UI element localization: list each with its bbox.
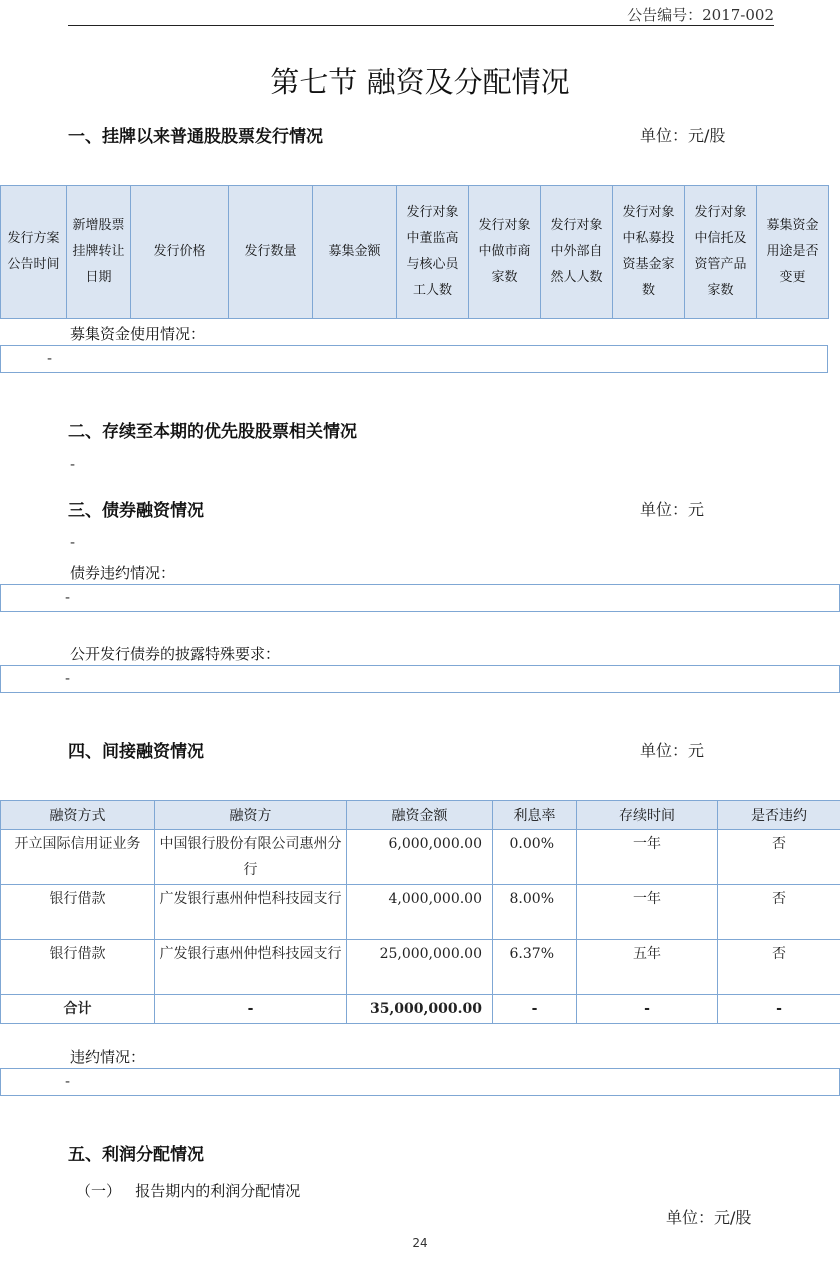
section5-title: 五、利润分配情况 bbox=[68, 1145, 204, 1165]
section2-value: - bbox=[70, 457, 76, 473]
header-cell: 发行对象中信托及资管产品家数 bbox=[685, 186, 757, 319]
cell-amount: 25,000,000.00 bbox=[347, 940, 493, 995]
stock-issuance-table bbox=[0, 185, 829, 319]
header-cell: 募集资金用途是否变更 bbox=[757, 186, 829, 319]
section3-title: 三、债券融资情况 bbox=[68, 501, 204, 521]
header-cell: 融资方式 bbox=[1, 801, 155, 830]
header-cell: 发行价格 bbox=[131, 186, 229, 319]
header-cell: 发行数量 bbox=[229, 186, 313, 319]
cell-rate: 8.00% bbox=[493, 885, 577, 940]
header-cell: 融资金额 bbox=[347, 801, 493, 830]
cell-duration: 一年 bbox=[577, 885, 718, 940]
cell-lender: 广发银行惠州仲恺科技园支行 bbox=[155, 885, 347, 940]
section2-title: 二、存续至本期的优先股股票相关情况 bbox=[68, 422, 357, 442]
page-number: 24 bbox=[412, 1236, 428, 1250]
table-total-row bbox=[1, 995, 840, 1024]
cell-default: 否 bbox=[718, 830, 840, 885]
header-cell: 利息率 bbox=[493, 801, 577, 830]
page-title: 第七节 融资及分配情况 bbox=[270, 65, 570, 99]
table-row bbox=[1, 885, 840, 940]
bond-default-value: - bbox=[65, 590, 71, 606]
section4-unit: 单位：元 bbox=[640, 741, 705, 760]
section1-title: 一、挂牌以来普通股股票发行情况 bbox=[68, 127, 323, 147]
table-row bbox=[1, 830, 840, 885]
bond-disclosure-label: 公开发行债券的披露特殊要求： bbox=[70, 645, 281, 663]
cell-amount: 6,000,000.00 bbox=[347, 830, 493, 885]
cell-lender: 中国银行股份有限公司惠州分行 bbox=[155, 830, 347, 885]
total-rate: - bbox=[493, 995, 577, 1024]
bond-default-label: 债券违约情况： bbox=[70, 564, 176, 582]
cell-method: 银行借款 bbox=[1, 885, 155, 940]
table-row bbox=[1, 940, 840, 995]
bond-disclosure-value: - bbox=[65, 671, 71, 687]
table-header-row bbox=[1, 801, 840, 830]
total-default: - bbox=[718, 995, 840, 1024]
section5-subtitle: （一） 报告期内的利润分配情况 bbox=[76, 1182, 301, 1200]
header-cell: 发行对象中私募投资基金家数 bbox=[613, 186, 685, 319]
loan-default-box bbox=[0, 1068, 840, 1096]
section4-title: 四、间接融资情况 bbox=[68, 742, 204, 762]
loan-default-value: - bbox=[65, 1074, 71, 1090]
fund-usage-box bbox=[0, 345, 828, 373]
header-cell: 是否违约 bbox=[718, 801, 840, 830]
total-label: 合计 bbox=[1, 995, 155, 1024]
announcement-code: 公告编号：2017-002 bbox=[627, 6, 774, 24]
indirect-financing-table bbox=[0, 800, 840, 1024]
header-cell: 存续时间 bbox=[577, 801, 718, 830]
header-cell: 发行对象中做市商家数 bbox=[469, 186, 541, 319]
section1-unit: 单位：元/股 bbox=[640, 126, 726, 145]
total-lender: - bbox=[155, 995, 347, 1024]
cell-lender: 广发银行惠州仲恺科技园支行 bbox=[155, 940, 347, 995]
cell-rate: 0.00% bbox=[493, 830, 577, 885]
bond-default-box bbox=[0, 584, 840, 612]
cell-default: 否 bbox=[718, 885, 840, 940]
header-cell: 发行方案公告时间 bbox=[1, 186, 67, 319]
header-cell: 募集金额 bbox=[313, 186, 397, 319]
total-duration: - bbox=[577, 995, 718, 1024]
fund-usage-label: 募集资金使用情况： bbox=[70, 325, 206, 343]
header-cell: 新增股票挂牌转让日期 bbox=[67, 186, 131, 319]
header-divider bbox=[68, 25, 774, 26]
cell-method: 开立国际信用证业务 bbox=[1, 830, 155, 885]
header-cell: 发行对象中董监高与核心员工人数 bbox=[397, 186, 469, 319]
loan-default-label: 违约情况： bbox=[70, 1048, 146, 1066]
cell-rate: 6.37% bbox=[493, 940, 577, 995]
cell-method: 银行借款 bbox=[1, 940, 155, 995]
header-cell: 融资方 bbox=[155, 801, 347, 830]
cell-duration: 五年 bbox=[577, 940, 718, 995]
section3-unit: 单位：元 bbox=[640, 500, 705, 519]
cell-amount: 4,000,000.00 bbox=[347, 885, 493, 940]
cell-default: 否 bbox=[718, 940, 840, 995]
cell-duration: 一年 bbox=[577, 830, 718, 885]
fund-usage-value: - bbox=[47, 351, 53, 367]
section5-unit: 单位：元/股 bbox=[666, 1208, 752, 1227]
header-cell: 发行对象中外部自然人人数 bbox=[541, 186, 613, 319]
bond-disclosure-box bbox=[0, 665, 840, 693]
table-header-row bbox=[1, 186, 829, 319]
total-amount: 35,000,000.00 bbox=[347, 995, 493, 1024]
section3-value: - bbox=[70, 535, 76, 551]
